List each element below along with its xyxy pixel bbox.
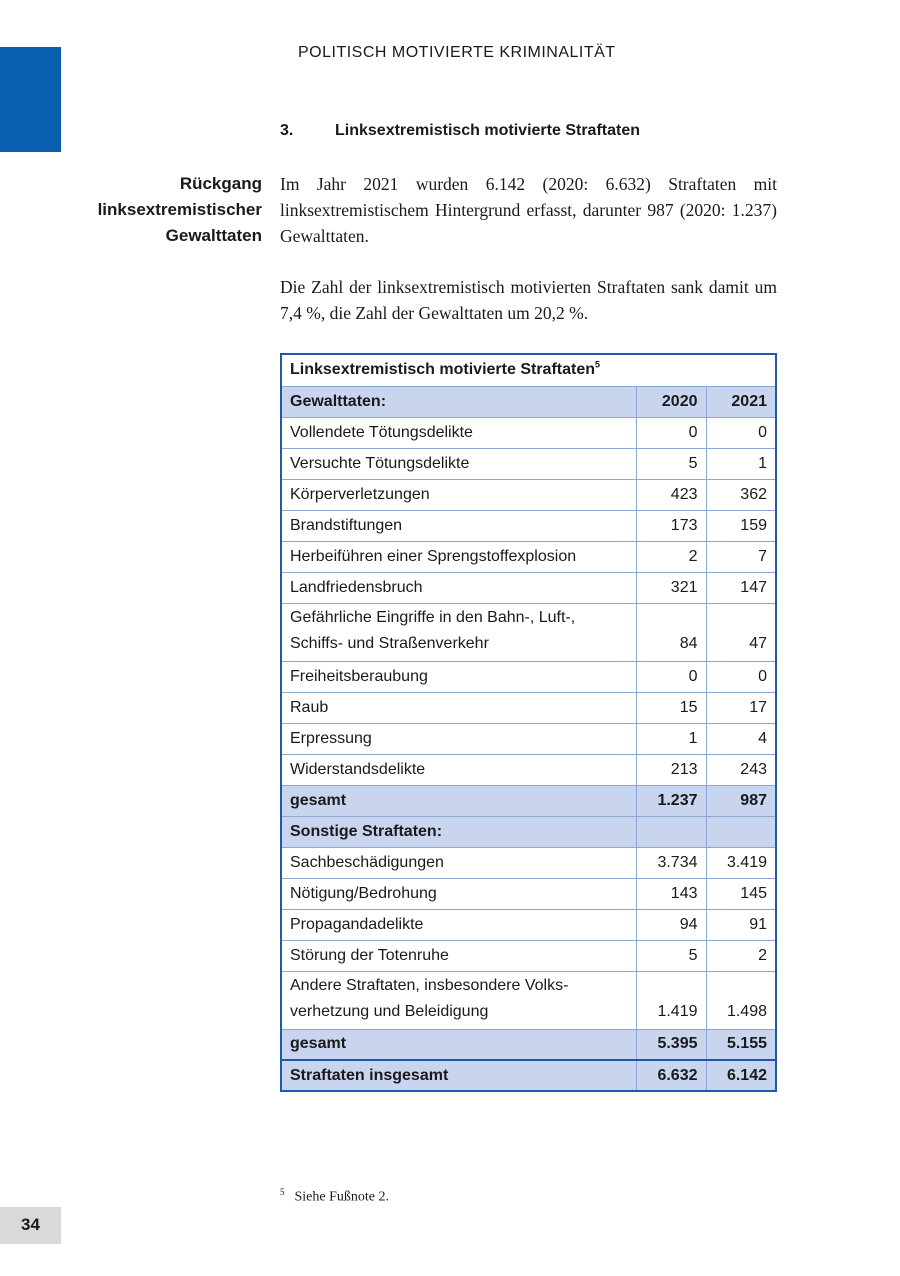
grand-total-row — [281, 1060, 776, 1091]
row-label: Vollendete Tötungsdelikte — [281, 417, 636, 448]
value-2021: 3.419 — [706, 847, 776, 878]
value-2021: 2 — [706, 940, 776, 971]
value-2021: 159 — [706, 510, 776, 541]
row-label: Herbeiführen einer Sprengstoffexplosion — [281, 541, 636, 572]
value-2021: 0 — [706, 661, 776, 692]
footnote — [280, 1187, 389, 1206]
table-row — [281, 479, 776, 510]
row-label-line: Gefährliche Eingriffe in den Bahn-, Luft-, — [290, 608, 576, 626]
value-2020: 1 — [636, 723, 706, 754]
row-label — [281, 971, 636, 1029]
row-label: Nötigung/Bedrohung — [281, 878, 636, 909]
value-2020: 3.734 — [636, 847, 706, 878]
chapter-tab-marker — [0, 47, 61, 152]
footnote-text: Siehe Fußnote 2. — [294, 1189, 389, 1205]
table-row — [281, 754, 776, 785]
value-2021: 6.142 — [706, 1060, 776, 1091]
subtotal-row — [281, 1029, 776, 1060]
body-paragraph: Die Zahl der linksextremistisch motivierten Straftaten sank damit um 7,4 %, die Zahl der Gewalttaten um 20,2 %. — [280, 277, 777, 323]
margin-note-line: Rückgang — [179, 174, 262, 193]
row-label: Störung der Totenruhe — [281, 940, 636, 971]
value-2020: 84 — [636, 603, 706, 661]
table-row — [281, 940, 776, 971]
value-2020: 2 — [636, 541, 706, 572]
value-2020: 5.395 — [636, 1029, 706, 1060]
table-row — [281, 909, 776, 940]
row-label: Sachbeschädigungen — [281, 847, 636, 878]
subtotal-row — [281, 785, 776, 816]
value-2021: 987 — [706, 785, 776, 816]
row-label-line: verhetzung und Beleidigung — [290, 1002, 489, 1020]
value-2020: 321 — [636, 572, 706, 603]
table-row — [281, 692, 776, 723]
column-header-2021: 2021 — [706, 386, 776, 417]
value-2021: 1 — [706, 448, 776, 479]
table-row — [281, 510, 776, 541]
subtotal-label: gesamt — [281, 785, 636, 816]
row-label: Freiheitsberaubung — [281, 661, 636, 692]
value-2021: 362 — [706, 479, 776, 510]
value-2021: 91 — [706, 909, 776, 940]
row-label — [281, 603, 636, 661]
value-2021: 147 — [706, 572, 776, 603]
statistics-table — [280, 353, 777, 1092]
table-title — [281, 354, 776, 386]
value-2021: 17 — [706, 692, 776, 723]
margin-note-line: linksextremistischer — [97, 200, 262, 219]
row-label: Widerstandsdelikte — [281, 754, 636, 785]
value-2021: 0 — [706, 417, 776, 448]
table-title-footnote-mark: 5 — [595, 359, 601, 370]
value-2021: 1.498 — [706, 971, 776, 1029]
value-2021: 5.155 — [706, 1029, 776, 1060]
margin-note — [60, 171, 262, 249]
margin-note-line: Gewalttaten — [165, 226, 262, 245]
table-row — [281, 541, 776, 572]
value-2020: 1.237 — [636, 785, 706, 816]
value-2021: 7 — [706, 541, 776, 572]
value-2020: 15 — [636, 692, 706, 723]
row-label: Propagandadelikte — [281, 909, 636, 940]
value-2020: 5 — [636, 448, 706, 479]
value-2021: 47 — [706, 603, 776, 661]
subtotal-label: gesamt — [281, 1029, 636, 1060]
column-header-2020: 2020 — [636, 386, 706, 417]
value-2020: 5 — [636, 940, 706, 971]
value-2020: 1.419 — [636, 971, 706, 1029]
table-row — [281, 448, 776, 479]
body-paragraph: Im Jahr 2021 wurden 6.142 (2020: 6.632) Straftaten mit linksextremistischem Hintergrund erfasst, darunter 987 (2020: 1.237) Gewalttaten. — [280, 174, 777, 246]
table-title-text: Linksextremistisch motivierte Straftaten — [290, 361, 595, 379]
section-heading — [280, 122, 640, 140]
table-header-row — [281, 386, 776, 417]
row-label-line: Schiffs- und Straßenverkehr — [290, 634, 489, 652]
value-2020: 0 — [636, 661, 706, 692]
value-2021: 4 — [706, 723, 776, 754]
table-row — [281, 971, 776, 1029]
table-row — [281, 723, 776, 754]
section-header-other: Sonstige Straftaten: — [281, 816, 636, 847]
row-label: Raub — [281, 692, 636, 723]
value-2020: 6.632 — [636, 1060, 706, 1091]
value-2020: 213 — [636, 754, 706, 785]
table-section-header-row — [281, 816, 776, 847]
section-header-violent: Gewalttaten: — [281, 386, 636, 417]
value-2020: 94 — [636, 909, 706, 940]
value-2020: 143 — [636, 878, 706, 909]
row-label: Körperverletzungen — [281, 479, 636, 510]
page-number: 34 — [21, 1215, 40, 1234]
table-row — [281, 417, 776, 448]
running-head: POLITISCH MOTIVIERTE KRIMINALITÄT — [298, 44, 616, 61]
value-2020: 0 — [636, 417, 706, 448]
table-row — [281, 661, 776, 692]
row-label: Erpressung — [281, 723, 636, 754]
value-2021: 243 — [706, 754, 776, 785]
table-row — [281, 878, 776, 909]
value-2020: 173 — [636, 510, 706, 541]
footnote-mark: 5 — [280, 1187, 285, 1197]
section-number: 3. — [280, 122, 294, 139]
value-2020: 423 — [636, 479, 706, 510]
row-label-line: Andere Straftaten, insbesondere Volks- — [290, 976, 569, 994]
value-2021: 145 — [706, 878, 776, 909]
row-label: Brandstiftungen — [281, 510, 636, 541]
table-row — [281, 603, 776, 661]
table-row — [281, 572, 776, 603]
table-row — [281, 847, 776, 878]
section-title: Linksextremistisch motivierte Straftaten — [335, 122, 640, 139]
row-label: Versuchte Tötungsdelikte — [281, 448, 636, 479]
row-label: Landfriedensbruch — [281, 572, 636, 603]
grand-total-label: Straftaten insgesamt — [281, 1060, 636, 1091]
